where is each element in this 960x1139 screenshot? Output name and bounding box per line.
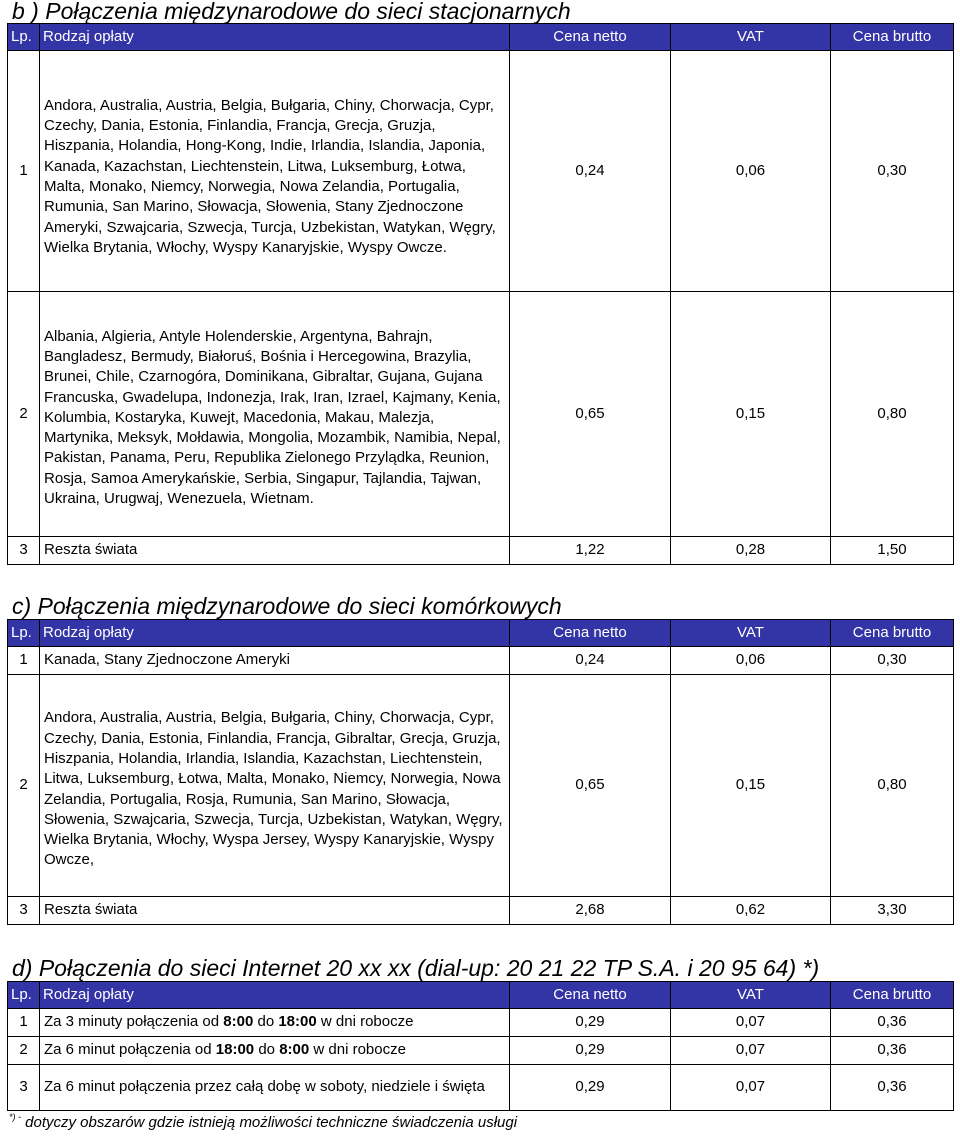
row-vat: 0,28 <box>671 537 831 565</box>
header-vat: VAT <box>671 982 831 1009</box>
footnote-text: dotyczy obszarów gdzie istnieją możliwości techniczne świadczenia usługi <box>21 1114 518 1131</box>
header-fee-type: Rodzaj opłaty <box>40 24 510 51</box>
row-gross-price: 1,50 <box>831 537 954 565</box>
row-fee-type: Za 3 minuty połączenia od 8:00 do 18:00 w dni robocze <box>40 1009 510 1037</box>
row-lp: 3 <box>8 897 40 925</box>
fixed-line-international-table <box>7 23 954 565</box>
row-net-price: 0,24 <box>510 51 671 292</box>
footnote <box>9 1114 517 1131</box>
section-d-title: d) Połączenia do sieci Internet 20 xx xx (dial-up: 20 21 22 TP S.A. i 20 95 64) *) <box>12 955 820 981</box>
header-gross-price: Cena brutto <box>831 982 954 1009</box>
row-gross-price: 0,36 <box>831 1009 954 1037</box>
header-lp: Lp. <box>8 620 40 647</box>
row-fee-type: Andora, Australia, Austria, Belgia, Bułgaria, Chiny, Chorwacja, Cypr, Czechy, Dania, Estonia, Finlandia, Francja, Gibraltar, Grecja, Gruzja, Hiszpania, Holandia, Irlandia, Islandia, Kazachstan, Liechtenstein, Litwa, Luksemburg, Łotwa, Malta, Monako, Niemcy, Norwegia, Nowa Zelandia, Portugalia, Rosja, Rumunia, San Marino, Słowacja, Słowenia, Szwajcaria, Szwecja, Turcja, Uzbekistan, Watykan, Węgry, Wielka Brytania, Włochy, Wyspa Jersey, Wyspy Kanaryjskie, Wyspy Owcze, <box>40 675 510 897</box>
row-lp: 1 <box>8 51 40 292</box>
row-net-price: 0,29 <box>510 1009 671 1037</box>
row-fee-type: Kanada, Stany Zjednoczone Ameryki <box>40 647 510 675</box>
row-vat: 0,07 <box>671 1009 831 1037</box>
section-c-title: c) Połączenia międzynarodowe do sieci komórkowych <box>12 593 562 619</box>
row-vat: 0,07 <box>671 1065 831 1111</box>
row-lp: 3 <box>8 1065 40 1111</box>
row-gross-price: 3,30 <box>831 897 954 925</box>
row-lp: 2 <box>8 292 40 537</box>
row-gross-price: 0,30 <box>831 647 954 675</box>
header-fee-type: Rodzaj opłaty <box>40 620 510 647</box>
row-gross-price: 0,30 <box>831 51 954 292</box>
row-vat: 0,62 <box>671 897 831 925</box>
header-fee-type: Rodzaj opłaty <box>40 982 510 1009</box>
header-net-price: Cena netto <box>510 620 671 647</box>
table-row <box>8 537 954 565</box>
table-row <box>8 51 954 292</box>
row-net-price: 1,22 <box>510 537 671 565</box>
row-lp: 1 <box>8 647 40 675</box>
row-vat: 0,06 <box>671 51 831 292</box>
row-lp: 3 <box>8 537 40 565</box>
header-lp: Lp. <box>8 24 40 51</box>
header-lp: Lp. <box>8 982 40 1009</box>
header-gross-price: Cena brutto <box>831 24 954 51</box>
row-vat: 0,15 <box>671 292 831 537</box>
footnote-marker: *) - <box>9 1112 21 1122</box>
table-row <box>8 292 954 537</box>
table-row <box>8 675 954 897</box>
row-vat: 0,07 <box>671 1037 831 1065</box>
row-fee-type: Za 6 minut połączenia od 18:00 do 8:00 w dni robocze <box>40 1037 510 1065</box>
row-fee-type: Andora, Australia, Austria, Belgia, Bułgaria, Chiny, Chorwacja, Cypr, Czechy, Dania, Estonia, Finlandia, Francja, Grecja, Gruzja, Hiszpania, Holandia, Hong-Kong, Indie, Irlandia, Islandia, Japonia, Kanada, Kazachstan, Liechtenstein, Litwa, Luksemburg, Łotwa, Malta, Monako, Niemcy, Norwegia, Nowa Zelandia, Portugalia, Rumunia, San Marino, Słowacja, Słowenia, Stany Zjednoczone Ameryki, Szwajcaria, Szwecja, Turcja, Uzbekistan, Watykan, Węgry, Wielka Brytania, Włochy, Wyspy Kanaryjskie, Wyspy Owcze. <box>40 51 510 292</box>
row-gross-price: 0,80 <box>831 675 954 897</box>
row-lp: 1 <box>8 1009 40 1037</box>
internet-dialup-table <box>7 981 954 1111</box>
time-from: 8:00 <box>223 1013 254 1031</box>
row-net-price: 2,68 <box>510 897 671 925</box>
header-vat: VAT <box>671 620 831 647</box>
table-row <box>8 1065 954 1111</box>
row-net-price: 0,29 <box>510 1065 671 1111</box>
row-net-price: 0,65 <box>510 675 671 897</box>
row-net-price: 0,65 <box>510 292 671 537</box>
table-row <box>8 1009 954 1037</box>
header-gross-price: Cena brutto <box>831 620 954 647</box>
time-from: 18:00 <box>215 1041 255 1059</box>
row-lp: 2 <box>8 675 40 897</box>
row-fee-type: Albania, Algieria, Antyle Holenderskie, Argentyna, Bahrajn, Bangladesz, Bermudy, Białoruś, Bośnia i Hercegowina, Brazylia, Brunei, Chile, Czarnogóra, Dominikana, Gibraltar, Gujana, Gujana Francuska, Gwadelupa, Indonezja, Irak, Iran, Izrael, Kajmany, Kenia, Kolumbia, Kostaryka, Kuwejt, Macedonia, Makau, Malezja, Martynika, Meksyk, Mołdawia, Mongolia, Mozambik, Namibia, Nepal, Pakistan, Panama, Peru, Republika Zielonego Przylądka, Reunion, Rosja, Samoa Amerykańskie, Serbia, Singapur, Tajlandia, Tajwan, Ukraina, Urugwaj, Wenezuela, Wietnam. <box>40 292 510 537</box>
table-row <box>8 1037 954 1065</box>
header-net-price: Cena netto <box>510 982 671 1009</box>
row-gross-price: 0,36 <box>831 1037 954 1065</box>
table-header-row <box>8 982 954 1009</box>
row-gross-price: 0,80 <box>831 292 954 537</box>
row-vat: 0,15 <box>671 675 831 897</box>
table-row <box>8 647 954 675</box>
row-vat: 0,06 <box>671 647 831 675</box>
table-row <box>8 897 954 925</box>
row-fee-type: Za 6 minut połączenia przez całą dobę w soboty, niedziele i święta <box>40 1065 510 1111</box>
section-b-title: b ) Połączenia międzynarodowe do sieci stacjonarnych <box>12 0 571 24</box>
row-gross-price: 0,36 <box>831 1065 954 1111</box>
mobile-international-table <box>7 619 954 925</box>
table-header-row <box>8 620 954 647</box>
row-fee-type: Reszta świata <box>40 537 510 565</box>
time-to: 18:00 <box>278 1013 317 1031</box>
row-net-price: 0,24 <box>510 647 671 675</box>
row-fee-type: Reszta świata <box>40 897 510 925</box>
header-vat: VAT <box>671 24 831 51</box>
table-header-row <box>8 24 954 51</box>
row-net-price: 0,29 <box>510 1037 671 1065</box>
row-lp: 2 <box>8 1037 40 1065</box>
time-to: 8:00 <box>279 1041 310 1059</box>
header-net-price: Cena netto <box>510 24 671 51</box>
